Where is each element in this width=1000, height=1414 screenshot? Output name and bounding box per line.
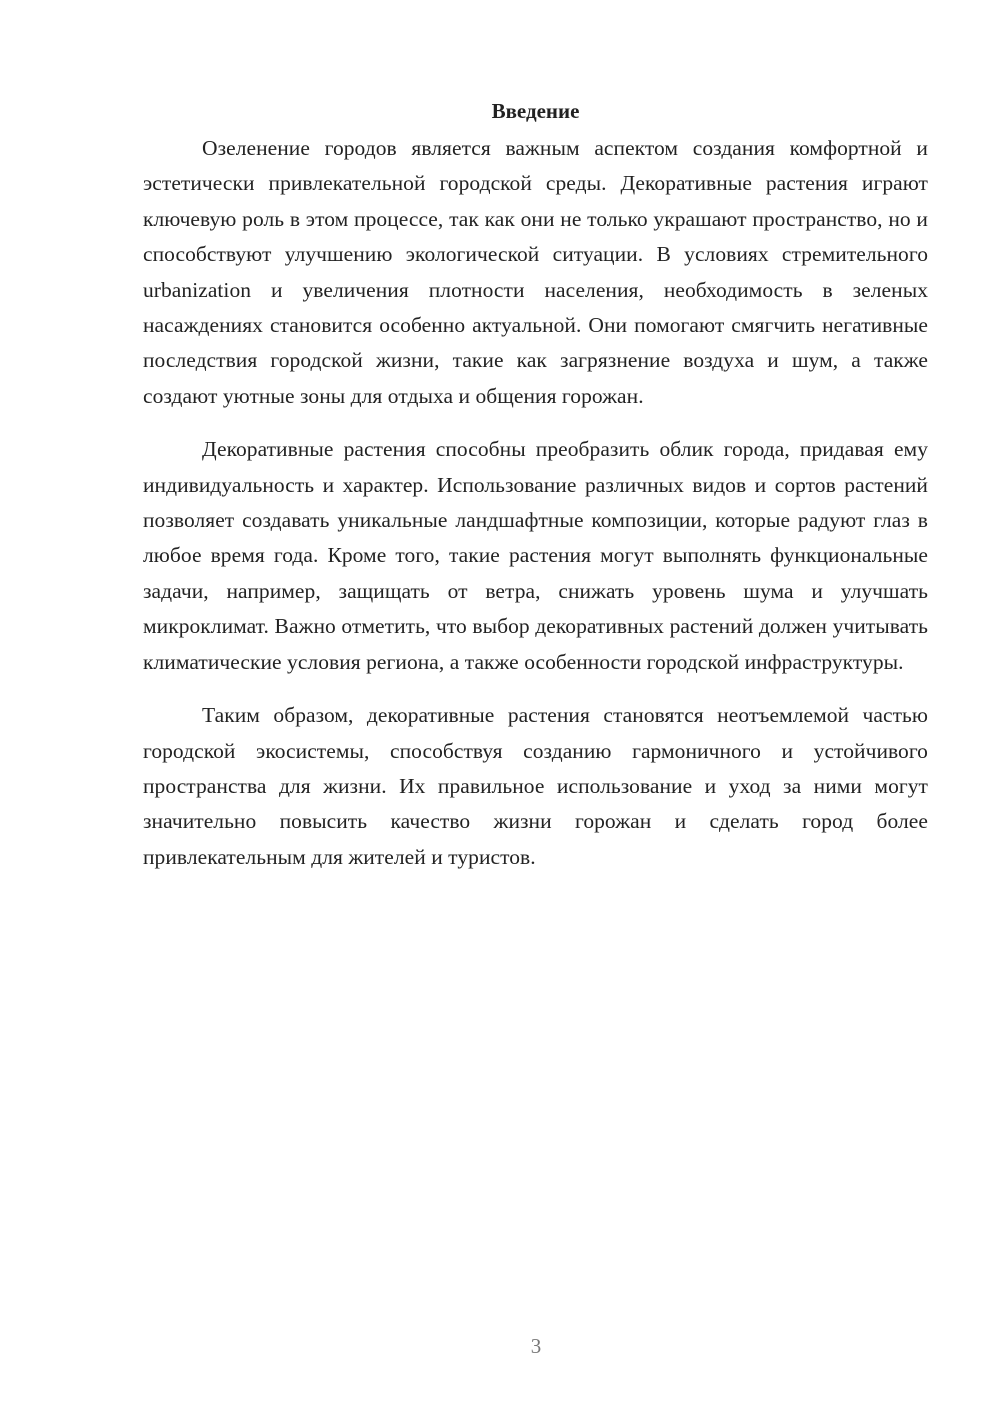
paragraph-1: Озеленение городов является важным аспектом создания комфортной и эстетически привлекательной городской среды. Декоративные растения играют ключевую роль в этом процессе, так как они не только украшают пространство, но и способствуют улучшению экологической ситуации. В условиях стремительного urbanization и увеличения плотности населения, необходимость в зеленых насаждениях становится особенно актуальной. Они помогают смягчить негативные последствия городской жизни, такие как загрязнение воздуха и шум, а также создают уютные зоны для отдыха и общения горожан.: [143, 136, 928, 408]
paragraph-2: Декоративные растения способны преобразить облик города, придавая ему индивидуальность и характер. Использование различных видов и сортов растений позволяет создавать уникальные ландшафтные композиции, которые радуют глаз в любое время года. Кроме того, такие растения могут выполнять функциональные задачи, например, защищать от ветра, снижать уровень шума и улучшать микроклимат. Важно отметить, что выбор декоративных растений должен учитывать климатические условия региона, а также особенности городской инфраструктуры.: [143, 437, 928, 674]
page-content: [143, 96, 928, 893]
paragraph-3: Таким образом, декоративные растения становятся неотъемлемой частью городской экосистемы, способствуя созданию гармоничного и устойчивого пространства для жизни. Их правильное использование и уход за ними могут значительно повысить качество жизни горожан и сделать город более привлекательным для жителей и туристов.: [143, 703, 928, 869]
section-heading: Введение: [491, 99, 580, 123]
page-number: 3: [530, 1334, 542, 1358]
